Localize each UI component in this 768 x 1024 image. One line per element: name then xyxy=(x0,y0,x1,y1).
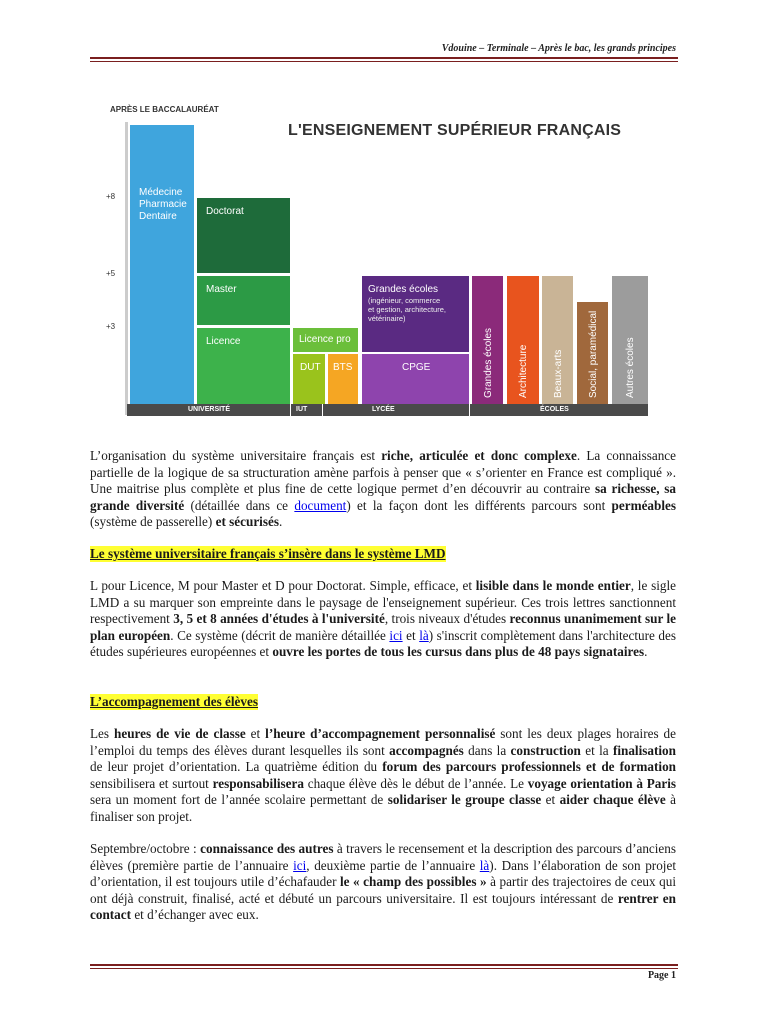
header-rule xyxy=(90,57,678,59)
box-bts-label: BTS xyxy=(333,362,353,373)
box-doctorat xyxy=(197,198,290,273)
section-heading-lmd: Le système universitaire français s’insère dans le système LMD xyxy=(90,546,446,561)
box-ecole-beaux-arts xyxy=(542,276,573,404)
band-label-iut: IUT xyxy=(296,406,308,413)
box-grandes-ecoles-sub: (ingénieur, commerce et gestion, architecture, vétérinaire) xyxy=(368,296,446,323)
accompagnement-paragraph: Les heures de vie de classe et l’heure d’accompagnement personnalisé sont les deux plages horaires de l’emploi du temps des élèves durant lesquelles ils sont accompagnés dans la construction et la finalisation de leur projet d’orientation. La quatrième édition du forum des parcours professionnels et de formation sensibilisera et surtout responsabilisera chaque élève dès le début de l’année. Le voyage orientation à Paris sera un moment fort de l’année scolaire permettant de solidariser le groupe classe et aider chaque élève à finaliser son projet. xyxy=(90,726,677,824)
intro-paragraph: L’organisation du système universitaire français est riche, articulée et donc complexe. La connaissance partielle de la logique de sa structuration amène parfois à penser que « s’orienter en France est compliqué ». Une maitrise plus complète et plus fine de cette logique permet d’en découvrir au contraire sa richesse, sa grande diversité (détaillée dans ce document) et la façon dont les différents parcours sont perméables (système de passerelle) et sécurisés. xyxy=(90,448,677,529)
lmd-paragraph: L pour Licence, M pour Master et D pour Doctorat. Simple, efficace, et lisible dans le monde entier, le sigle LMD a su marquer son empreinte dans le paysage de l'enseignement supérieur. Ces trois lettres sanctionnent respectivement 3, 5 et 8 années d'études à l'université, trois niveaux d'études reconnus unanimement sur le plan européen. Ce système (décrit de manière détaillée ici et là) s'inscrit complètement dans l'architecture des études supérieures européennes et ouvre les portes de tous les cursus dans plus de 48 pays signataires. xyxy=(90,578,677,659)
page-header: Vdouine – Terminale – Après le bac, les grands principes xyxy=(441,43,676,54)
y-tick-5: +5 xyxy=(106,269,116,278)
box-ecole-architecture-label: Architecture xyxy=(518,344,529,398)
box-dut xyxy=(293,354,325,404)
y-tick-3: +3 xyxy=(106,322,116,331)
document-link[interactable]: document xyxy=(294,497,347,513)
band-label-lycee: LYCÉE xyxy=(372,406,395,413)
page-number: Page 1 xyxy=(647,970,676,981)
box-master xyxy=(197,276,290,325)
box-master-label: Master xyxy=(206,284,237,295)
box-ecole-grandes-ecoles-label: Grandes écoles xyxy=(482,327,494,398)
y-tick-8: +8 xyxy=(106,192,116,201)
la-link[interactable]: là xyxy=(419,627,429,643)
box-ecole-autres xyxy=(612,276,648,404)
diagram-title: L'ENSEIGNEMENT SUPÉRIEUR FRANÇAIS xyxy=(288,122,622,139)
footer-rule xyxy=(90,964,678,966)
box-ecole-beaux-arts-label: Beaux-arts xyxy=(552,349,564,398)
band-label-universite: UNIVERSITÉ xyxy=(188,406,231,413)
box-ecole-autres-label: Autres écoles xyxy=(625,337,636,398)
box-medecine xyxy=(130,125,194,404)
box-ecole-grandes-ecoles xyxy=(472,276,503,404)
box-cpge-label: CPGE xyxy=(402,362,431,373)
box-doctorat-label: Doctorat xyxy=(206,206,244,217)
box-bts xyxy=(328,354,358,404)
box-cpge xyxy=(362,354,469,404)
band-separator xyxy=(469,404,470,416)
box-grandes-ecoles xyxy=(362,276,469,352)
box-ecole-architecture xyxy=(507,276,539,404)
section-heading-accompagnement: L’accompagnement des élèves xyxy=(90,694,258,709)
band-separator xyxy=(322,404,323,416)
education-diagram xyxy=(106,100,648,420)
box-licence-pro-label: Licence pro xyxy=(299,334,351,345)
box-grandes-ecoles-label: Grandes écoles xyxy=(368,284,439,295)
diagram-y-axis xyxy=(125,122,128,415)
box-medecine-label: Médecine Pharmacie Dentaire xyxy=(139,187,187,222)
diagram-top-caption: APRÈS LE BACCALAURÉAT xyxy=(110,105,219,114)
header-rule-thin xyxy=(90,61,678,62)
annuaire-la-link[interactable]: là xyxy=(479,857,490,873)
box-dut-label: DUT xyxy=(300,362,321,373)
band-separator xyxy=(290,404,291,416)
box-licence-pro xyxy=(293,328,358,352)
box-ecole-social xyxy=(577,302,608,404)
ici-link[interactable]: ici xyxy=(389,627,403,643)
box-licence-label: Licence xyxy=(206,336,241,347)
band-label-ecoles: ÉCOLES xyxy=(540,406,569,413)
annuaire-ici-link[interactable]: ici xyxy=(293,857,307,873)
box-ecole-social-label: Social, paramédical xyxy=(587,310,599,398)
footer-rule-thin xyxy=(90,968,678,969)
box-licence xyxy=(197,328,290,404)
septembre-paragraph: Septembre/octobre : connaissance des autres à travers le recensement et la description des parcours d’anciens élèves (première partie de l’annuaire ici, deuxième partie de l’annuaire là). Dans l’élaboration de son projet d’orientation, il est toujours utile d’échafauder le « champ des possibles » à partir des trajectoires de ceux qui ont déjà construit, finalisé, acté et débuté un parcours universitaire. Il est toujours intéressant de rentrer en contact et d’échanger avec eux. xyxy=(90,841,677,922)
